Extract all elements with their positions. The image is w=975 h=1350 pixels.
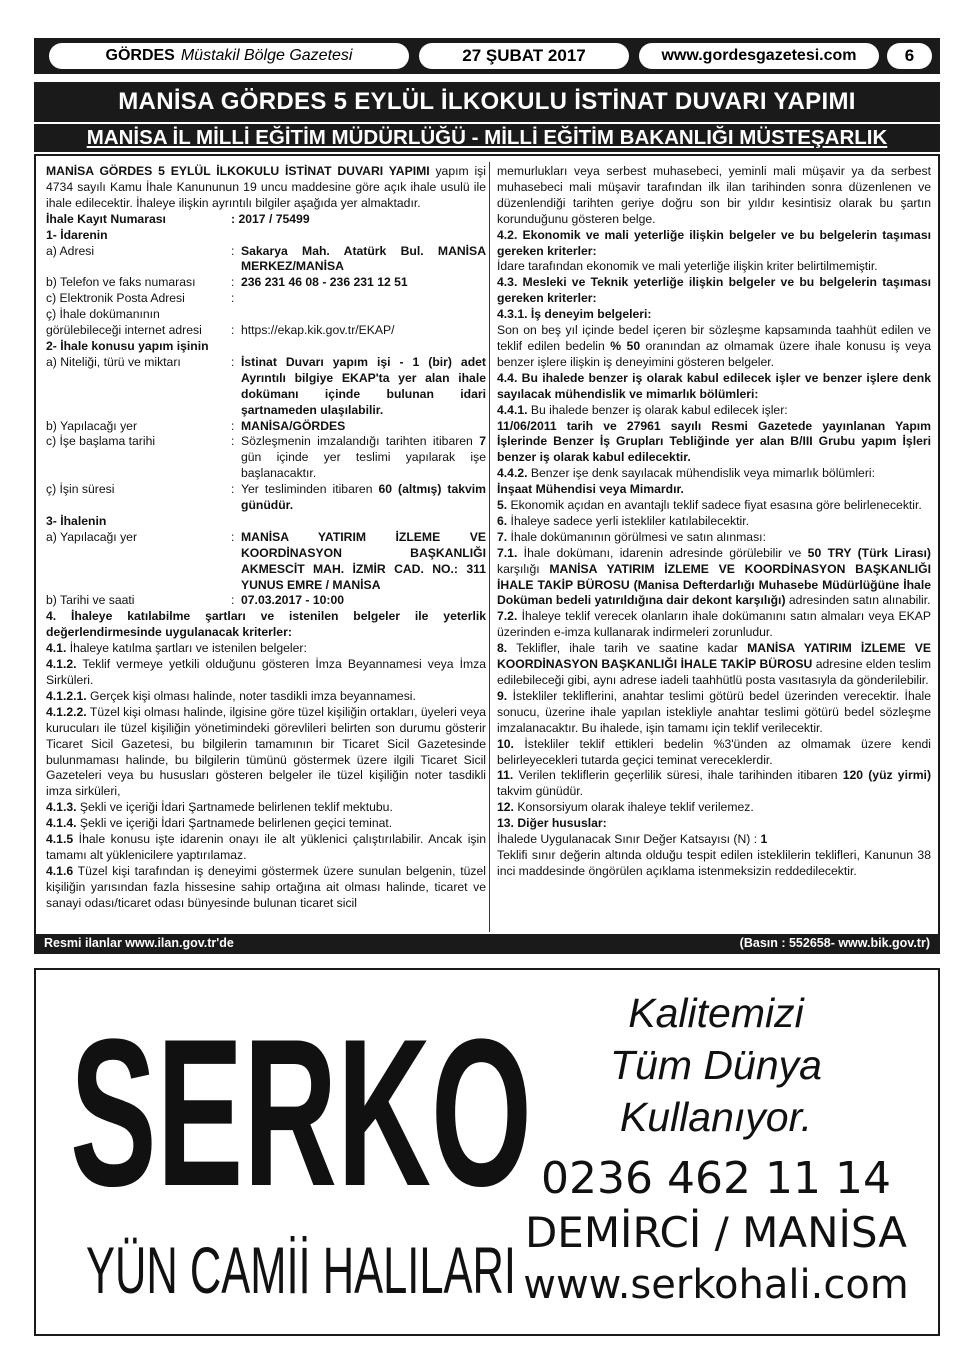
registry-number-row: İhale Kayıt Numarası : 2017 / 75499 — [46, 211, 310, 226]
slogan-line-3: Kullanıyor. — [619, 1094, 813, 1140]
column-divider — [489, 162, 490, 932]
clause-7-2: 7.2. İhaleye teklif verecek olanların ihale dokümanını satın almaları veya EKAP üzerinden e-imza kullanarak indirmeleri zorunludur. — [497, 609, 931, 640]
clause-4-4-2: 4.4.2. Benzer işe denk sayılacak mühendislik veya mimarlık bölümleri: — [497, 466, 875, 481]
clause-4-1-2: 4.1.2. Teklif vermeye yetkili olduğunu gösteren İmza Beyannamesi veya İmza Sirküleri. — [46, 657, 486, 687]
clause-4-4-1: 4.4.1. Bu ihalede benzer iş olarak kabul edilecek işler: — [497, 402, 788, 417]
ad-website[interactable]: www.serkohali.com — [523, 1262, 909, 1308]
work-nature-row: a) Niteliği, türü ve miktarı : İstinat Duvarı yapım işi - 1 (bir) adet Ayrıntılı bilgiye EKAP'ta yer alan ihale dokümanı içinde bulunan idari şartnameden ulaşılabilir. — [46, 354, 486, 417]
serko-advertisement — [34, 968, 940, 1336]
clause-4-1-2-2: 4.1.2.2. Tüzel kişi olması halinde, ilgisine göre tüzel kişiliğin ortakları, üyeleri veya kurucuları ile tüzel kişiliğin yönetimindeki görevlileri belirten son durumu gösterir Ticaret Sicil Gazetesi, bu bilgilerin tamamının bir Ticaret Sicil Gazetesinde bulunmaması halinde, bu bilgilerin tümünü göstermek üzere ilgili Ticaret Sicil Gazeteleri veya bu hususları gösteren belgeler ile tüzel kişiliğin noter tasdikli imza sirküleri, — [46, 704, 486, 799]
clause-4-1-4: 4.1.4. Şekli ve içeriği İdari Şartnamede belirlenen geçici teminat. — [46, 816, 393, 831]
notice-subtitle: MANİSA İL MİLLİ EĞİTİM MÜDÜRLÜĞÜ - MİLLİ EĞİTİM BAKANLIĞI MÜSTEŞARLIK — [34, 124, 940, 152]
phone-row: b) Telefon ve faks numarası : 236 231 46 08 - 236 231 12 51 — [46, 275, 408, 290]
clause-4-1-3: 4.1.3. Şekli ve içeriği İdari Şartnamede belirlenen teklif mektubu. — [46, 800, 393, 815]
serko-logo — [66, 995, 536, 1300]
serko-logo-subtitle: YÜN CAMİİ HALILARI — [86, 1233, 516, 1300]
tender-location-row: a) Yapılacağı yer : MANİSA YATIRIM İZLEME VE KOORDİNASYON BAŞKANLIĞI AKMESCİT MAH. İZMİR CAD. NO.: 311 YUNUS EMRE / MANİSA — [46, 529, 486, 592]
clause-4-2-heading: 4.2. Ekonomik ve mali yeterliğe ilişkin belgeler ve bu belgelerin taşıması gereken kriterler: — [497, 227, 931, 258]
section-2-heading: 2- İhale konusu yapım işinin — [46, 338, 209, 353]
clause-4-1-6: 4.1.6 Tüzel kişi tarafından iş deneyimi göstermek üzere sunulan belgenin, tüzel kişiliğin yarısından fazla hissesine sahip ortağına ait olması halinde, ticaret ve sanayi odası/ticaret odası bünyesinde bulunan ticaret sicil — [46, 863, 486, 910]
duration-row: ç) İşin süresi : Yer tesliminden itibaren 60 (altmış) takvim günüdür. — [46, 482, 487, 513]
section-4-heading: 4. İhaleye katılabilme şartları ve istenilen belgeler ile yeterlik değerlendirmesinde uygulanacak kriterler: — [46, 609, 486, 640]
clause-6: 6. İhaleye sadece yerli istekliler katılabilecektir. — [497, 513, 749, 528]
paper-name: GÖRDES — [105, 47, 175, 64]
clause-4-2: İdare tarafından ekonomik ve mali yeterliğe ilişkin kriter belirtilmemiştir. — [497, 259, 878, 274]
clause-5: 5. Ekonomik açıdan en avantajlı teklif sadece fiyat esasına göre belirlenecektir. — [497, 498, 922, 513]
paper-name-pill — [49, 43, 409, 69]
page-number: 6 — [887, 43, 932, 69]
section-1-heading: 1- İdarenin — [46, 227, 108, 242]
footer-press-ref: (Basın : 552658- www.bik.gov.tr) — [739, 936, 930, 950]
clause-9: 9. İstekliler tekliflerini, anahtar teslimi götürü bedel üzerinden verecektir. İhale sonucu, üzerine ihale yapılan istekliyle anahtar teslimi götürü bedel sözleşme imzalanacaktır. Bu ihalede, işin tamamı için teklif verilecektir. — [497, 688, 931, 735]
clause-13-rejection: Teklifi sınır değerin altında olduğu tespit edilen isteklilerin teklifleri, Kanunun 38 inci maddesinde öngörülen açıklama istenmeksizin reddedilecektir. — [497, 847, 931, 878]
slogan-line-2: Tüm Dünya — [610, 1042, 822, 1088]
clause-4-4-2-detail: İnşaat Mühendisi veya Mimardır. — [497, 482, 684, 497]
clause-4-1-5: 4.1.5 İhale konusu işte idarenin onayı ile alt yüklenici çalıştırılabilir. Ancak işin tamamı alt yüklenicilere yaptırılamaz. — [46, 832, 486, 862]
clause-7-1: 7.1. İhale dokümanı, idarenin adresinde görülebilir ve 50 TRY (Türk Lirası) karşılığı MANİSA YATIRIM İZLEME VE KOORDİNASYON BAŞKANLIĞI İHALE TAKİP BÜROSU (Manisa Defterdarlığı Muhasebe Müdürlüğüne İhale Doküman bedeli yatırıldığına dair dekont karşılığı) adresinden satın alınabilir. — [497, 545, 931, 608]
clause-4-4-1-detail: 11/06/2011 tarih ve 27961 sayılı Resmi Gazetede yayınlanan Yapım İşlerinde Benzer İş Grupları Tebliğinde yer alan B/III Grubu yapım İşleri benzer iş olarak kabul edilecektir. — [497, 418, 931, 465]
clause-13-coefficient: İhalede Uygulanacak Sınır Değer Katsayısı (N) : 1 — [497, 832, 768, 847]
intro-paragraph: MANİSA GÖRDES 5 EYLÜL İLKOKULU İSTİNAT DUVARI YAPIMI yapım işi 4734 sayılı Kamu İhale Kanununun 19 uncu maddesine göre açık ihale usulü ile ihale edilecektir. İhaleye ilişkin ayrıntılı bilgiler aşağıda yer almaktadır. — [46, 164, 486, 210]
newspaper-header — [34, 38, 940, 74]
footer-ilan-link[interactable]: Resmi ilanlar www.ilan.gov.tr'de — [44, 936, 234, 950]
doc-url-row: ç) İhale dokümanının görülebileceği internet adresi : https://ekap.kik.gov.tr/EKAP/ — [46, 307, 486, 339]
clause-11: 11. Verilen tekliflerin geçerlilik süresi, ihale tarihinden itibaren 120 (yüz yirmi) takvim günüdür. — [497, 768, 931, 799]
notice-right-column — [497, 164, 931, 880]
tender-notice — [34, 154, 940, 954]
clause-4-4-heading: 4.4. Bu ihalede benzer iş olarak kabul edilecek işler ve benzer işlere denk sayılacak mühendislik ve mimarlık bölümleri: — [497, 370, 931, 401]
clause-4-1-6-cont: memurlukları veya serbest muhasebeci, yeminli mali müşavir ya da serbest muhasebeci mali müşavir tarafından ilk ilan tarihinden sonra düzenlenen ve düzenlendiği tarihten geriye doğru son bir yıldır kesintisiz olarak bu şartın korunduğunu gösteren belge. — [497, 164, 931, 226]
clause-4-1: 4.1. İhaleye katılma şartları ve istenilen belgeler: — [46, 641, 307, 656]
paper-subtitle: Müstakil Bölge Gazetesi — [180, 47, 353, 64]
slogan-line-1: Kalitemizi — [628, 990, 804, 1036]
clause-10: 10. İstekliler teklif ettikleri bedelin %3'ünden az olmamak üzere kendi belirleyecekleri tutarda geçici teminat vereceklerdir. — [497, 736, 931, 767]
paper-website[interactable]: www.gordesgazetesi.com — [639, 43, 879, 69]
doc-url-link[interactable]: https://ekap.kik.gov.tr/EKAP/ — [241, 323, 395, 338]
ad-city: DEMİRCİ / MANİSA — [524, 1208, 908, 1257]
clause-4-3-1-heading: 4.3.1. İş deneyim belgeleri: — [497, 307, 652, 322]
start-date-row: c) İşe başlama tarihi : Sözleşmenin imzalandığı tarihten itibaren 7 gün içinde yer teslimi yapılarak işe başlanacaktır. — [46, 434, 486, 481]
notice-left-column — [46, 164, 486, 912]
ad-phone[interactable]: 0236 462 11 14 — [541, 1153, 891, 1204]
clause-8: 8. Teklifler, ihale tarih ve saatine kadar MANİSA YATIRIM İZLEME VE KOORDİNASYON BAŞKANLIĞI İHALE TAKİP BÜROSU adresine elden teslim edilebileceği gibi, aynı adrese iadeli taahhütlü posta vasıtasıyla da gönderilebilir. — [497, 641, 932, 687]
clause-12: 12. Konsorsiyum olarak ihaleye teklif verilemez. — [497, 800, 754, 815]
serko-logo-text: SERKO — [70, 995, 532, 1230]
section-3-heading: 3- İhalenin — [46, 513, 107, 528]
issue-date: 27 ŞUBAT 2017 — [419, 43, 629, 69]
clause-4-3-heading: 4.3. Mesleki ve Teknik yeterliğe ilişkin belgeler ve bu belgelerin taşıması gereken kriterler: — [497, 275, 931, 306]
work-location-row: b) Yapılacağı yer : MANİSA/GÖRDES — [46, 418, 346, 433]
address-row: a) Adresi : Sakarya Mah. Atatürk Bul. MANİSA MERKEZ/MANİSA — [46, 243, 486, 274]
clause-4-3-1: Son on beş yıl içinde bedel içeren bir sözleşme kapsamında taahhüt edilen ve teklif edilen bedelin % 50 oranından az olmamak üzere ihale konusu iş veya benzer işlere ilişkin iş deneyimini gösteren belgeler. — [497, 323, 932, 369]
email-row: c) Elektronik Posta Adresi : — [46, 291, 235, 306]
clause-4-1-2-1: 4.1.2.1. Gerçek kişi olması halinde, noter tasdikli imza beyannamesi. — [46, 688, 416, 703]
clause-7: 7. İhale dokümanının görülmesi ve satın alınması: — [497, 529, 766, 544]
clause-13-heading: 13. Diğer hususlar: — [497, 816, 607, 831]
tender-datetime-row: b) Tarihi ve saati : 07.03.2017 - 10:00 — [46, 593, 344, 608]
notice-footer — [36, 934, 938, 952]
notice-title: MANİSA GÖRDES 5 EYLÜL İLKOKULU İSTİNAT DUVARI YAPIMI — [34, 82, 940, 122]
